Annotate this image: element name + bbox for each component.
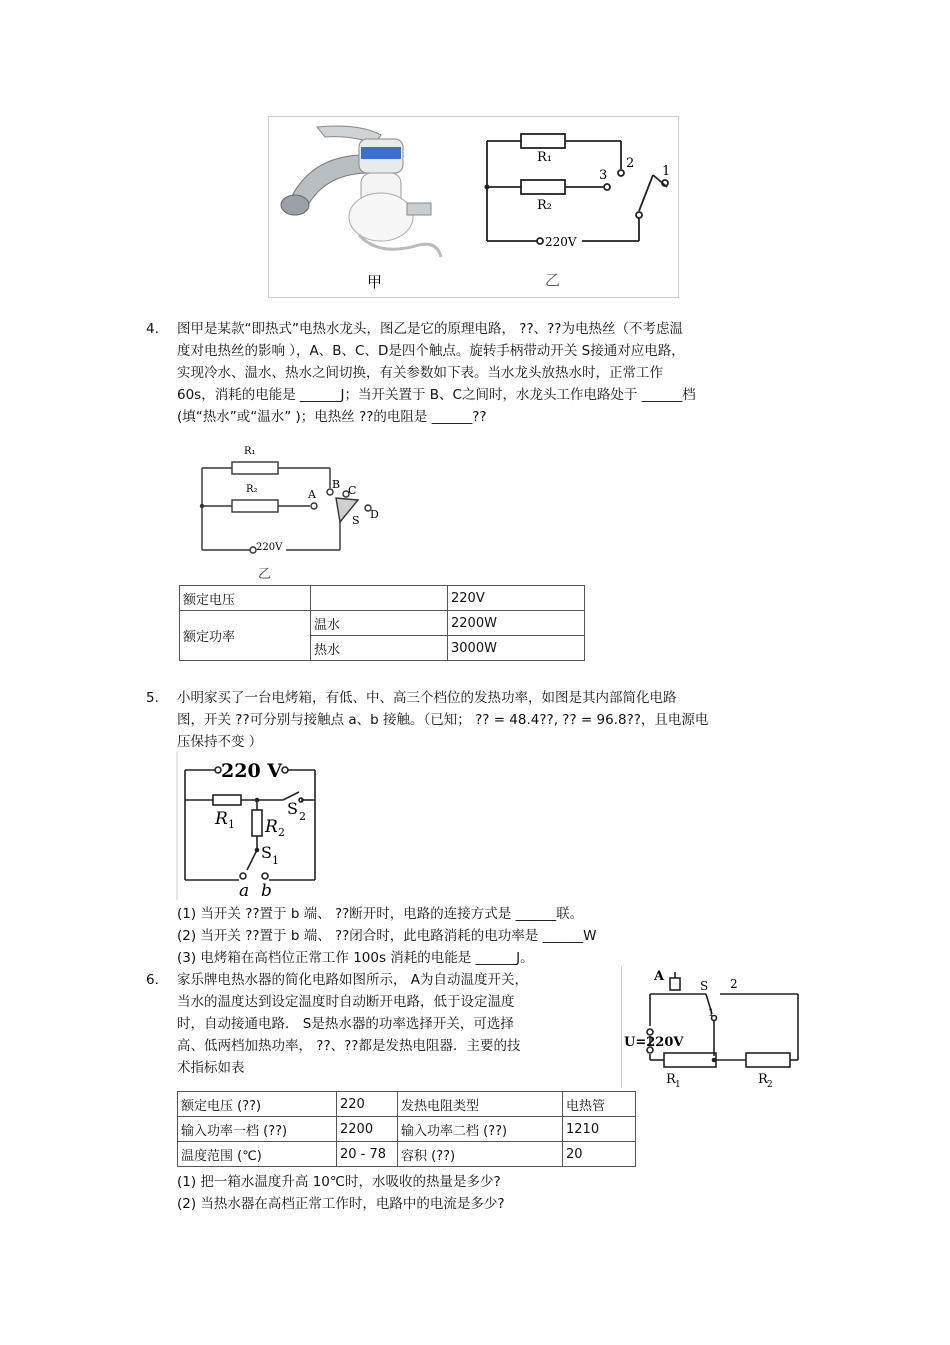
figure-top-svg: [269, 117, 678, 297]
q4-label-r1: R₁: [244, 446, 256, 457]
table-cell: 3000W: [448, 636, 585, 661]
q6-figure: [621, 966, 804, 1088]
q6-label-a: A: [654, 969, 665, 984]
table-cell: 20: [563, 1142, 636, 1167]
q5-label-s2: S: [287, 799, 298, 818]
table-cell: 电热管: [563, 1092, 636, 1117]
q5-label-r1-sub: 1: [228, 818, 235, 831]
q5-label-s1: S: [261, 843, 272, 862]
q4-label-d: D: [370, 508, 379, 521]
q6-label-r1-sub: 1: [675, 1080, 681, 1088]
faucet-illustration: [281, 126, 441, 257]
table-row: [180, 586, 585, 611]
q4-label-a: A: [308, 488, 316, 501]
q5-label-a: a: [239, 881, 250, 900]
resistor-r1: [521, 134, 565, 148]
q6-label-s: S: [700, 979, 709, 993]
table-row: [178, 1117, 636, 1142]
table-cell: 温水: [311, 611, 448, 636]
resistor-r2: [521, 180, 565, 194]
q5-sub-3: (3) 电烤箱在高档位正常工作 100s 消耗的电能是 ______J。: [177, 950, 534, 966]
q5-label-s2-sub: 2: [299, 810, 306, 823]
q4-label-s: S: [352, 514, 360, 527]
table-cell: 20 - 78: [337, 1142, 398, 1167]
q4-caption: 乙: [258, 567, 272, 582]
q6-line-4: 高、低两档加热功率， ??、??都是发热电阻器．主要的技: [177, 1038, 521, 1054]
table-row: [178, 1142, 636, 1167]
q5-label-r2: R: [265, 817, 278, 837]
q5-line-1: 小明家买了一台电烤箱，有低、中、高三个档位的发热功率，如图是其内部简化电路: [177, 690, 677, 706]
table-cell: 输入功率一档 (??): [178, 1117, 337, 1142]
q4-line-4: 60s，消耗的电能是 ______J；当开关置于 B、C之间时，水龙头工作电路处于 ______档: [177, 387, 696, 403]
q6-line-5: 术指标如表: [177, 1060, 245, 1076]
q6-label-1: 1: [708, 1008, 715, 1019]
q5-label-voltage: 220 V: [221, 760, 283, 782]
q6-line-1: 家乐牌电热水器的简化电路如图所示， A为自动温度开关，: [177, 972, 529, 988]
table-row: [180, 611, 585, 636]
table-cell: 发热电阻类型: [398, 1092, 563, 1117]
q6-spec-table: [177, 1091, 636, 1167]
table-cell: 2200W: [448, 611, 585, 636]
q6-line-2: 当水的温度达到设定温度时自动断开电路，低于设定温度: [177, 994, 515, 1010]
table-cell: 容积 (??): [398, 1142, 563, 1167]
q6-label-voltage: U=220V: [624, 1035, 684, 1050]
q4-label-r2: R₂: [246, 484, 258, 495]
q6-label-r2-sub: 2: [767, 1080, 773, 1088]
q6-line-3: 时，自动接通电路． S是热水器的功率选择开关，可选择: [177, 1016, 514, 1032]
q5-sub-1: (1) 当开关 ??置于 b 端、 ??断开时，电路的连接方式是 ______联。: [177, 906, 584, 922]
q5-sub-2: (2) 当开关 ??置于 b 端、 ??闭合时，此电路消耗的电功率是 ______W: [177, 928, 597, 944]
label-contact-2: 2: [626, 156, 635, 171]
table-row: [178, 1092, 636, 1117]
table-cell: 1210: [563, 1117, 636, 1142]
label-voltage: 220V: [545, 235, 577, 249]
q4-label-b: B: [332, 478, 341, 491]
label-contact-3: 3: [599, 168, 608, 183]
q4-line-5: (填“热水”或“温水” )；电热丝 ??的电阻是 ______??: [177, 409, 487, 425]
table-cell: 额定功率: [180, 611, 311, 661]
label-r1: R₁: [537, 150, 552, 165]
q5-label-b: b: [261, 881, 272, 900]
table-cell: 热水: [311, 636, 448, 661]
q6-label-r1: R: [666, 1072, 676, 1087]
q4-label-c: C: [348, 484, 357, 497]
q4-line-1: 图甲是某款“即热式”电热水龙头，图乙是它的原理电路， ??、??为电热丝（不考虑温: [177, 321, 683, 337]
q5-line-3: 压保持不变 ）: [177, 734, 263, 750]
q6-sub-2: (2) 当热水器在高档正常工作时，电路中的电流是多少?: [177, 1196, 505, 1212]
label-contact-1: 1: [662, 164, 671, 179]
q5-label-r1: R: [215, 809, 228, 829]
table-cell: 输入功率二档 (??): [398, 1117, 563, 1142]
q6-label-2: 2: [730, 977, 738, 991]
q4-label-voltage: 220V: [256, 542, 283, 553]
label-r2: R₂: [537, 198, 552, 213]
q4-figure: [186, 436, 384, 582]
figure-top: [268, 116, 679, 298]
table-cell: 220V: [448, 586, 585, 611]
table-cell: 220: [337, 1092, 398, 1117]
caption-yi: 乙: [545, 271, 561, 289]
table-cell: [311, 586, 448, 611]
q6-number: 6.: [146, 972, 159, 988]
q6-circuit-svg: [622, 966, 804, 1088]
q6-label-r2: R: [758, 1072, 768, 1087]
q4-circuit-svg: [186, 436, 384, 582]
q4-number: 4.: [146, 321, 159, 337]
q5-circuit-svg: [175, 752, 321, 900]
q5-line-2: 图，开关 ??可分别与接触点 a、b 接触。（已知； ?? = 48.4??, ?? = 96.8??，且电源电: [177, 712, 709, 728]
q4-line-2: 度对电热丝的影响 ），A、B、C、D是四个触点。旋转手柄带动开关 S接通对应电路，: [177, 343, 685, 359]
caption-jia: 甲: [367, 273, 383, 291]
q5-number: 5.: [146, 690, 159, 706]
circuit-top: [487, 134, 671, 244]
q5-label-s1-sub: 1: [272, 854, 279, 867]
table-cell: 额定电压: [180, 586, 311, 611]
q5-label-r2-sub: 2: [278, 826, 285, 839]
table-cell: 温度范围 (℃): [178, 1142, 337, 1167]
q4-line-3: 实现冷水、温水、热水之间切换，有关参数如下表。当水龙头放热水时，正常工作: [177, 365, 663, 381]
table-cell: 额定电压 (??): [178, 1092, 337, 1117]
q5-figure: [175, 752, 321, 900]
q6-sub-1: (1) 把一箱水温度升高 10℃时，水吸收的热量是多少?: [177, 1174, 501, 1190]
q4-param-table: [179, 585, 585, 661]
table-cell: 2200: [337, 1117, 398, 1142]
